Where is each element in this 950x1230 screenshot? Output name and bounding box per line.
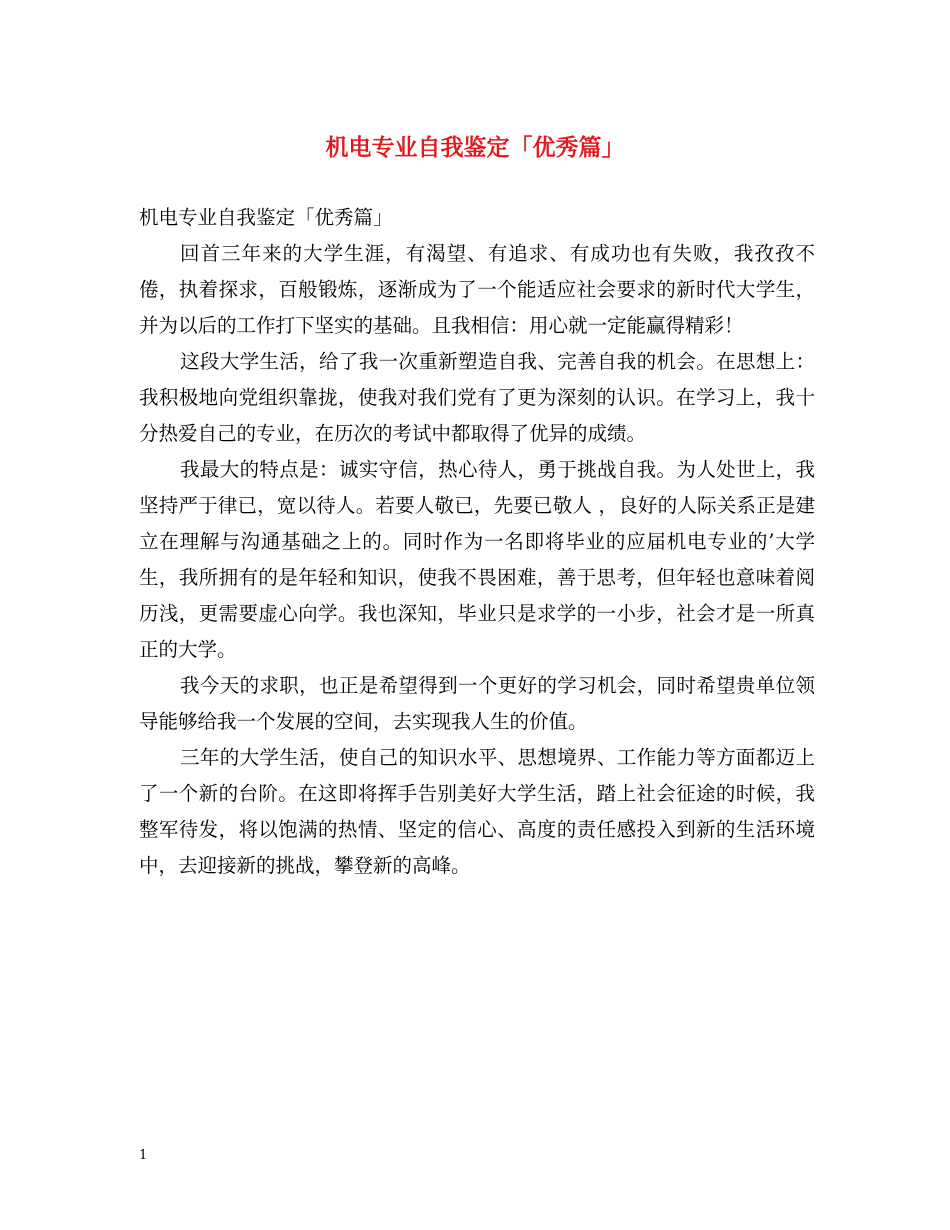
document-body — [139, 200, 815, 884]
paragraph-2: 这段大学生活，给了我一次重新塑造自我、完善自我的机会。在思想上：我积极地向党组织靠拢，使我对我们党有了更为深刻的认识。在学习上，我十分热爱自己的专业，在历次的考试中都取得了优异的成绩。 — [139, 350, 815, 445]
document-subtitle: 机电专业自我鉴定「优秀篇」 — [139, 206, 393, 229]
paragraph-1: 回首三年来的大学生涯，有渴望、有追求、有成功也有失败，我孜孜不倦，执着探求，百般锻炼，逐渐成为了一个能适应社会要求的新时代大学生，并为以后的工作打下坚实的基础。且我相信：用心就一定能赢得精彩！ — [139, 242, 815, 337]
document-title: 机电专业自我鉴定「优秀篇」 — [325, 134, 625, 161]
paragraph-4: 我今天的求职，也正是希望得到一个更好的学习机会，同时希望贵单位领导能够给我一个发展的空间，去实现我人生的价值。 — [139, 674, 815, 733]
page-number: 1 — [139, 1148, 148, 1163]
paragraph-5: 三年的大学生活，使自己的知识水平、思想境界、工作能力等方面都迈上了一个新的台阶。在这即将挥手告别美好大学生活，踏上社会征途的时候，我整军待发，将以饱满的热情、坚定的信心、高度的责任感投入到新的生活环境中，去迎接新的挑战，攀登新的高峰。 — [139, 746, 815, 877]
paragraph-3: 我最大的特点是：诚实守信，热心待人，勇于挑战自我。为人处世上，我坚持严于律已，宽以待人。若要人敬已，先要已敬人 ，良好的人际关系正是建立在理解与沟通基础之上的。同时作为一名即将毕业的应届机电专业的’大学生，我所拥有的是年轻和知识，使我不畏困难，善于思考，但年轻也意味着阅历浅，更需要虚心向学。我也深知，毕业只是求学的一小步，社会才是一所真正的大学。 — [139, 458, 815, 661]
